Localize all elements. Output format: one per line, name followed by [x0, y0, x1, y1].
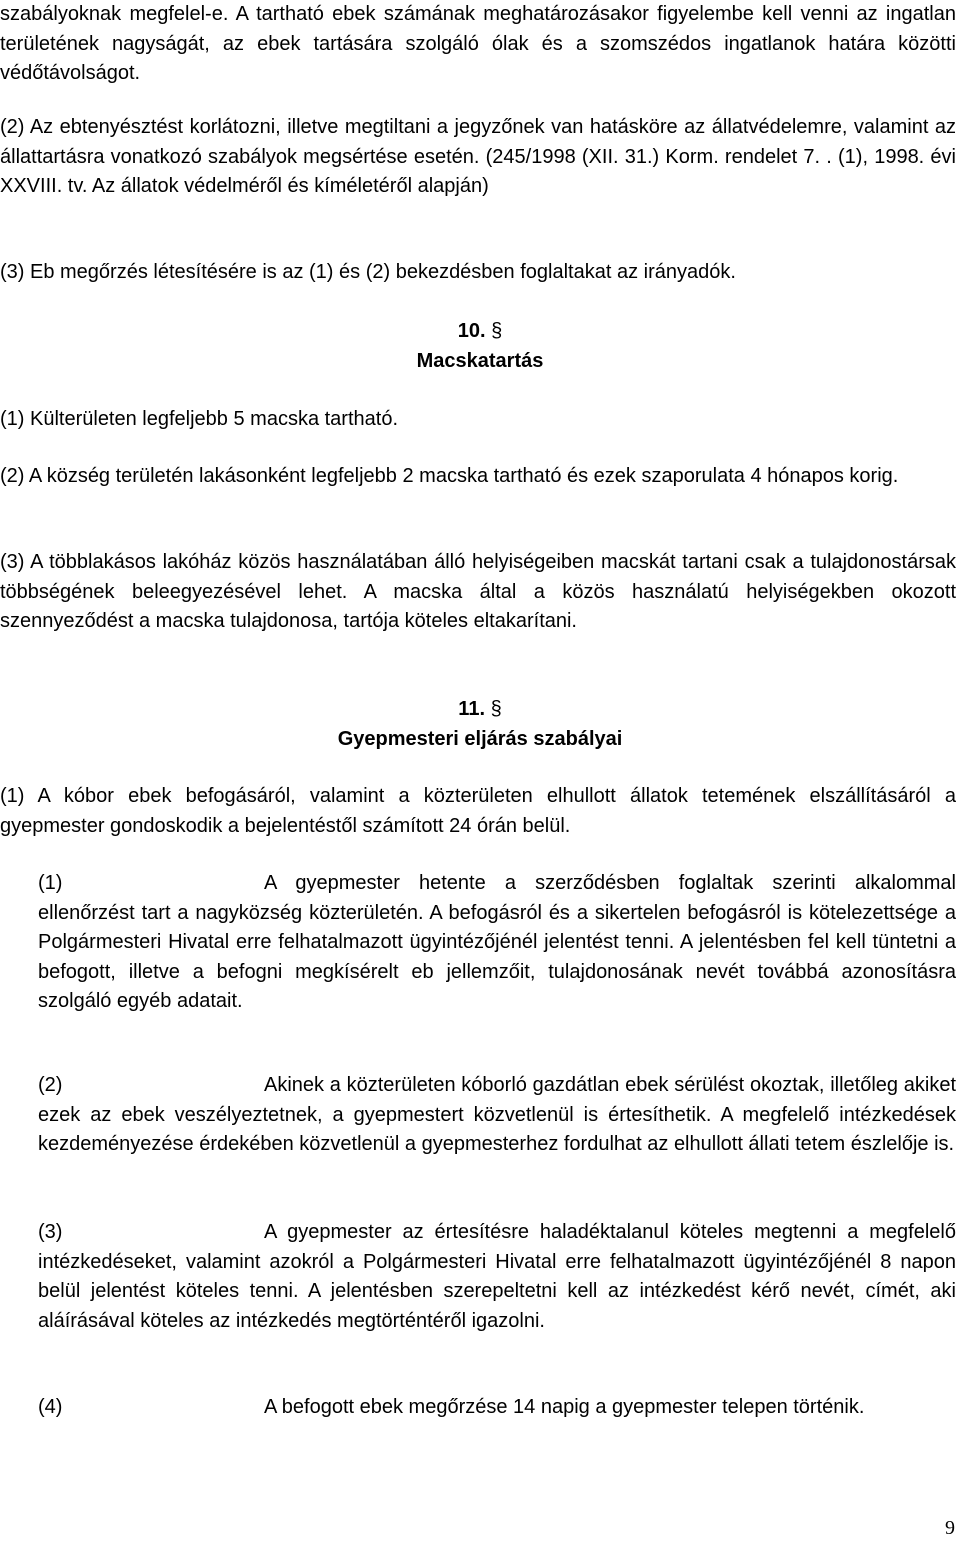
paragraph-intro: szabályoknak megfelel-e. A tartható ebek számának meghatározásakor figyelembe kell venni az ingatlan területének nagyságát, az ebek tartására szolgáló ólak és a szomszédos ingatlanok határa közötti védőtávolságot.: [0, 3, 956, 84]
section-11-title: Gyepmesteri eljárás szabályai: [337, 728, 623, 750]
paragraph-2: (2) Az ebtenyésztést korlátozni, illetve megtiltani a jegyzőnek van hatásköre az állatvédelemre, valamint az állattartásra vonatkozó szabályok megsértése esetén. (245/1998 (XII. 31.) Korm. rendelet 7. . (1), 1998. évi XXVIII. tv. Az állatok védelméről és kíméletéről alapján): [0, 116, 956, 197]
section-11-number: 11.: [458, 698, 485, 720]
s11-item-3: [38, 1218, 956, 1336]
item-number: (3): [38, 1221, 63, 1243]
item-text: Akinek a közterületen kóborló gazdátlan ebek sérülést okoztak, illetőleg akiket ezek az ebek veszélyeztetnek, a gyepmestert közvetlenül is értesíthetik. A megfelelő intézkedések kezdeményezése érdekében közvetlenül a gyepmesterhez fordulhat az elhullott állati tetem észlelője is.: [38, 1074, 956, 1155]
item-number: (1): [38, 872, 63, 894]
s10-paragraph-2: (2) A község területén lakásonként legfeljebb 2 macska tartható és ezek szaporulata 4 hónapos korig.: [0, 465, 899, 487]
s11-item-1: [38, 869, 956, 1017]
item-text: A befogott ebek megőrzése 14 napig a gyepmester telepen történik.: [264, 1396, 865, 1418]
item-text: A gyepmester hetente a szerződésben foglaltak szerinti alkalommal ellenőrzést tart a nagyközség közterületén. A befogásról és a sikertelen befogásról is kötelezettsége a Polgármesteri Hivatal erre felhatalmazott ügyintézőjénél jelentést tenni. A jelentésben fel kell tüntetni a befogott, illetve a befogni megkísérelt eb jellemzőit, tulajdonosának nevét továbbá azonosításra szolgáló egyéb adatait.: [38, 872, 956, 1012]
s10-paragraph-1: (1) Külterületen legfeljebb 5 macska tartható.: [0, 408, 398, 430]
item-number: (2): [38, 1074, 63, 1096]
paragraph-3: (3) Eb megőrzés létesítésére is az (1) és (2) bekezdésben foglaltakat az irányadók.: [0, 261, 736, 283]
section-mark-icon: §: [490, 698, 502, 720]
section-10-number: 10.: [457, 320, 486, 342]
s11-paragraph-1: (1) A kóbor ebek befogásáról, valamint a közterületen elhullott állatok tetemének elszállításáról a gyepmester gondoskodik a bejelentéstől számított 24 órán belül.: [0, 785, 956, 837]
s10-paragraph-3: (3) A többlakásos lakóház közös használatában álló helyiségeiben macskát tartani csak a tulajdonostársak többségének beleegyezésével lehet. A macska által a közös használatú helyiségekben okozott szennyeződést a macska tulajdonosa, tartója köteles eltakarítani.: [0, 551, 956, 632]
section-11-heading: [0, 694, 960, 724]
item-text: A gyepmester az értesítésre haladéktalanul köteles megtenni a megfelelő intézkedéseket, valamint azokról a Polgármesteri Hivatal erre felhatalmazott ügyintézőjénél 8 napon belül jelentést köteles tenni. A jelentésben szerepeltetni kell az intézkedést kérő nevét, címét, aki aláírásával köteles az intézkedés megtörténtéről igazolni.: [38, 1221, 956, 1332]
section-mark-icon: §: [491, 320, 503, 342]
item-number: (4): [38, 1396, 63, 1418]
s11-item-2: [38, 1071, 956, 1160]
section-10-heading: [0, 316, 960, 346]
s11-item-4: [38, 1393, 956, 1423]
section-10-title: Macskatartás: [416, 350, 544, 372]
page-number: 9: [945, 1517, 955, 1539]
